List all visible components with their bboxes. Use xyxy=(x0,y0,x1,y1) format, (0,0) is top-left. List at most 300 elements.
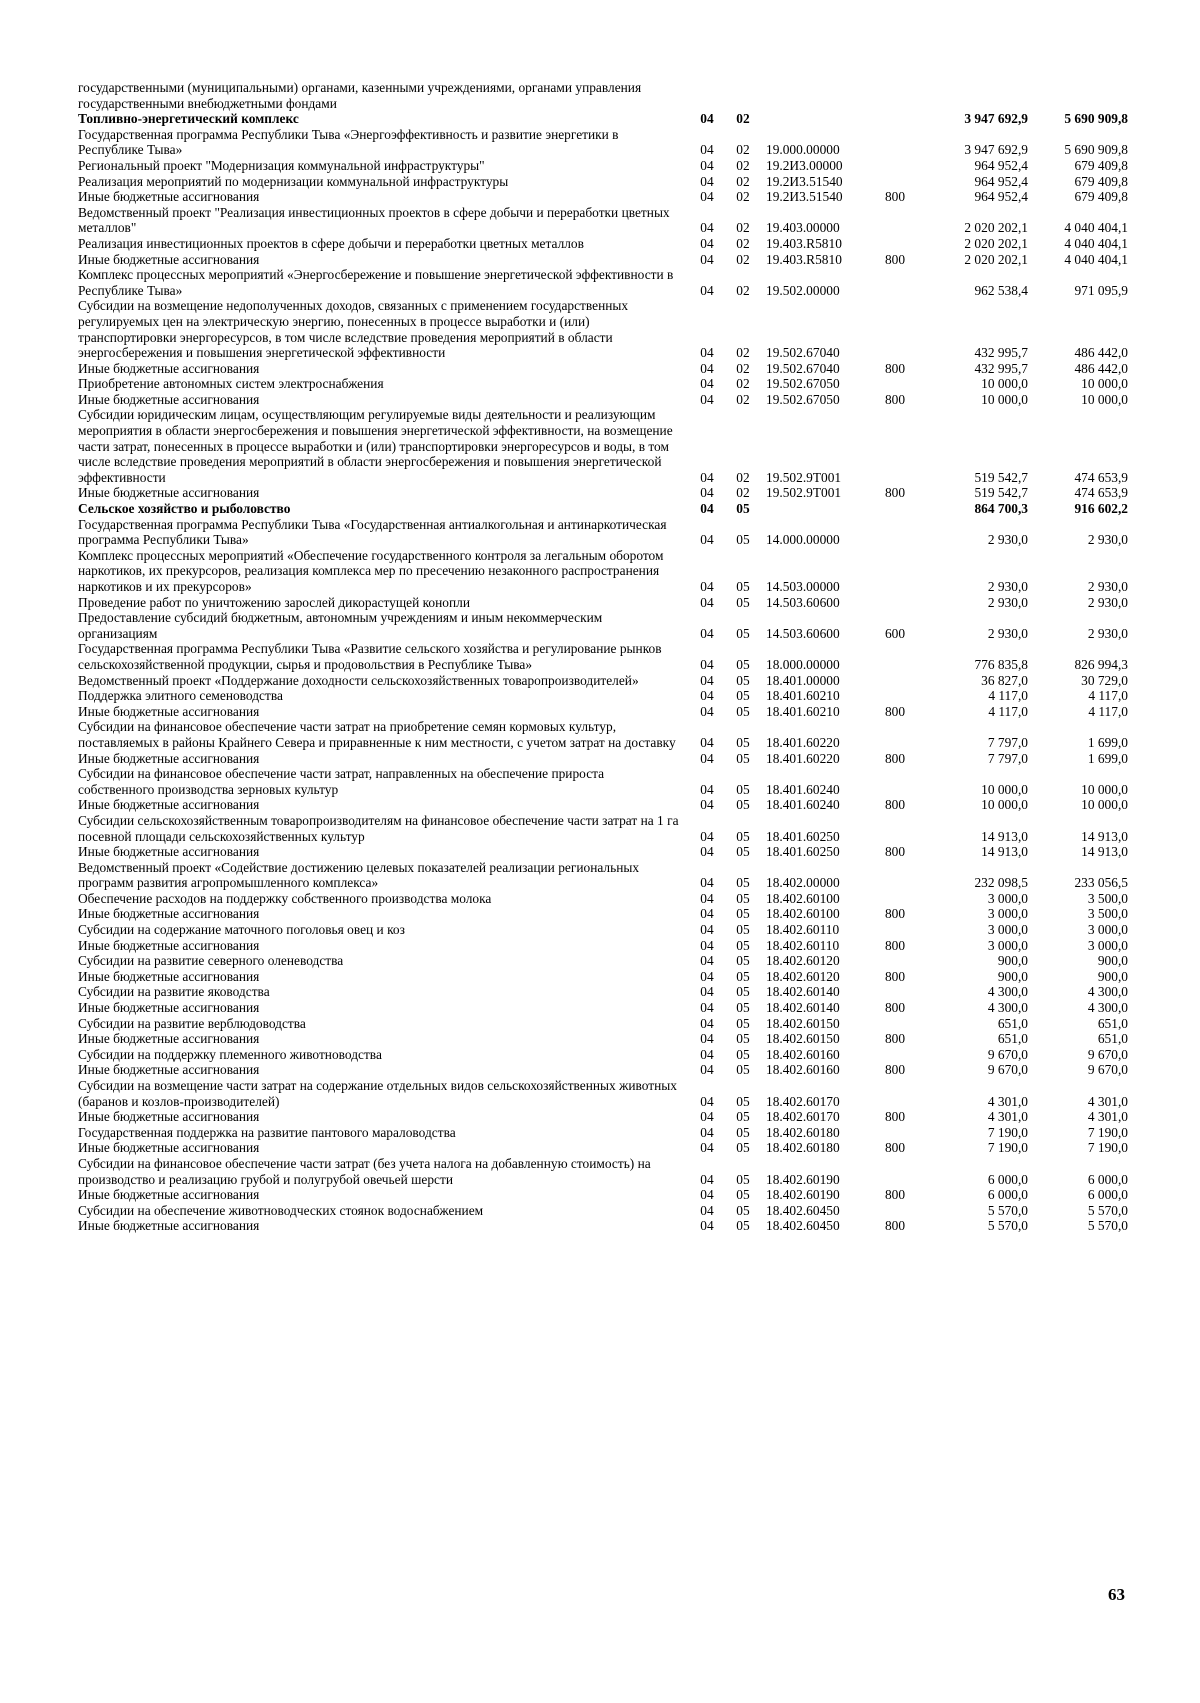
subsection-code: 05 xyxy=(736,703,750,719)
amount-year-1: 10 000,0 xyxy=(981,781,1028,797)
item-name: Субсидии на развитие северного оленеводства xyxy=(78,953,344,969)
amount-year-2: 900,0 xyxy=(1097,953,1128,969)
target-article-code: 19.2И3.00000 xyxy=(766,157,843,173)
table-row xyxy=(78,236,1128,252)
target-article-code: 18.402.60190 xyxy=(766,1187,840,1203)
item-name: Реализация мероприятий по модернизации коммунальной инфраструктуры xyxy=(78,173,509,189)
expense-type-code xyxy=(872,719,918,750)
item-name: Субсидии сельскохозяйственным товаропроизводителям на финансовое обеспечение части затрат на 1 га посевной площади сельскохозяйственных культур xyxy=(78,812,679,844)
amount-year-1: 6 000,0 xyxy=(987,1171,1028,1187)
target-article-code: 19.502.67040 xyxy=(766,345,840,361)
section-code: 04 xyxy=(700,656,714,672)
subsection-code: 05 xyxy=(736,1218,750,1234)
table-row xyxy=(78,797,1128,813)
item-name: Иные бюджетные ассигнования xyxy=(78,1062,260,1078)
target-article-code: 14.503.60600 xyxy=(766,625,840,641)
target-article-code: 18.401.60210 xyxy=(766,703,840,719)
table-row xyxy=(78,1187,1128,1203)
target-article-code: 18.402.60110 xyxy=(766,922,840,938)
target-article-code: 19.2И3.51540 xyxy=(766,189,843,205)
section-code: 04 xyxy=(700,1093,714,1109)
expense-type-code: 800 xyxy=(884,968,906,984)
subsection-code: 05 xyxy=(736,968,750,984)
table-row xyxy=(78,174,1128,190)
item-name: Государственная поддержка на развитие пантового мараловодства xyxy=(78,1124,456,1140)
expense-type-code: 800 xyxy=(884,937,906,953)
amount-year-2: 5 690 909,8 xyxy=(1064,111,1128,127)
target-article-code: 18.401.00000 xyxy=(766,672,840,688)
subsection-code: 05 xyxy=(736,750,750,766)
amount-year-2: 9 670,0 xyxy=(1087,1046,1128,1062)
section-code: 04 xyxy=(700,875,714,891)
amount-year-1: 432 995,7 xyxy=(974,360,1028,376)
amount-year-1: 3 000,0 xyxy=(987,937,1028,953)
table-row xyxy=(78,1016,1128,1032)
table-row xyxy=(78,1203,1128,1219)
expense-type-code xyxy=(872,1016,918,1032)
amount-year-2: 5 570,0 xyxy=(1087,1218,1128,1234)
amount-year-1: 962 538,4 xyxy=(974,282,1028,298)
target-article-code: 18.401.60220 xyxy=(766,734,840,750)
item-name: Иные бюджетные ассигнования xyxy=(78,1218,260,1234)
amount-year-1: 9 670,0 xyxy=(987,1062,1028,1078)
amount-year-2: 2 930,0 xyxy=(1087,532,1128,548)
amount-year-2: 14 913,0 xyxy=(1081,828,1128,844)
amount-year-1: 4 117,0 xyxy=(988,688,1028,704)
section-code: 04 xyxy=(700,235,714,251)
expense-type-code xyxy=(872,595,918,611)
amount-year-1: 900,0 xyxy=(997,953,1028,969)
table-row xyxy=(78,719,1128,750)
amount-year-2: 10 000,0 xyxy=(1081,391,1128,407)
amount-year-2: 679 409,8 xyxy=(1074,157,1128,173)
expense-type-code: 800 xyxy=(884,1218,906,1234)
section-code: 04 xyxy=(700,532,714,548)
budget-table xyxy=(78,80,1128,1234)
subsection-code: 02 xyxy=(736,485,750,501)
item-name: Проведение работ по уничтожению зарослей дикорастущей конопли xyxy=(78,594,470,610)
expense-type-code: 800 xyxy=(884,360,906,376)
subsection-code: 02 xyxy=(736,157,750,173)
amount-year-2: 486 442,0 xyxy=(1074,345,1128,361)
subsection-code: 05 xyxy=(736,625,750,641)
subsection-code: 02 xyxy=(736,220,750,236)
subsection-code: 02 xyxy=(736,189,750,205)
item-name: Субсидии на обеспечение животноводческих стоянок водоснабжением xyxy=(78,1202,484,1218)
amount-year-2: 7 190,0 xyxy=(1087,1140,1128,1156)
amount-year-1: 964 952,4 xyxy=(974,189,1028,205)
expense-type-code: 800 xyxy=(884,1140,906,1156)
subsection-code: 02 xyxy=(736,376,750,392)
expense-type-code xyxy=(872,501,918,517)
target-article-code: 18.402.60150 xyxy=(766,1015,840,1031)
amount-year-2: 4 301,0 xyxy=(1087,1093,1128,1109)
expense-type-code: 800 xyxy=(884,703,906,719)
amount-year-1: 2 020 202,1 xyxy=(964,220,1028,236)
amount-year-1: 651,0 xyxy=(997,1015,1028,1031)
amount-year-1: 4 300,0 xyxy=(987,1000,1028,1016)
target-article-code: 18.402.60140 xyxy=(766,1000,840,1016)
section-code: 04 xyxy=(700,360,714,376)
subsection-code xyxy=(726,80,760,111)
section-code: 04 xyxy=(700,282,714,298)
amount-year-2: 3 500,0 xyxy=(1087,906,1128,922)
section-code: 04 xyxy=(700,937,714,953)
section-code: 04 xyxy=(700,251,714,267)
expense-type-code xyxy=(872,267,918,298)
section-code: 04 xyxy=(700,1109,714,1125)
item-name: Иные бюджетные ассигнования xyxy=(78,251,260,267)
subsection-code: 05 xyxy=(736,1031,750,1047)
section-code: 04 xyxy=(700,345,714,361)
expense-type-code: 800 xyxy=(884,844,906,860)
item-name: Сельское хозяйство и рыболовство xyxy=(78,501,291,517)
target-article-code: 18.401.60240 xyxy=(766,781,840,797)
amount-year-2: 2 930,0 xyxy=(1087,579,1128,594)
subsection-code: 05 xyxy=(736,875,750,891)
amount-year-1: 10 000,0 xyxy=(981,797,1028,813)
table-row xyxy=(78,641,1128,672)
section-code: 04 xyxy=(700,1031,714,1047)
amount-year-2: 5 690 909,8 xyxy=(1064,142,1128,158)
item-name: государственными (муниципальными) органами, казенными учреждениями, органами управления государственными внебюджетными фондами xyxy=(78,80,642,111)
item-name: Ведомственный проект «Поддержание доходности сельскохозяйственных товаропроизводителей» xyxy=(78,672,639,688)
table-row xyxy=(78,1047,1128,1063)
item-name: Иные бюджетные ассигнования xyxy=(78,1109,260,1125)
expense-type-code xyxy=(872,236,918,252)
amount-year-1: 776 835,8 xyxy=(974,656,1028,672)
section-code: 04 xyxy=(700,157,714,173)
subsection-code: 05 xyxy=(736,594,750,610)
expense-type-code xyxy=(872,1156,918,1187)
amount-year-2: 971 095,9 xyxy=(1074,282,1128,298)
table-row xyxy=(78,938,1128,954)
subsection-code: 02 xyxy=(736,345,750,361)
amount-year-1: 3 947 692,9 xyxy=(964,111,1028,127)
amount-year-1: 7 190,0 xyxy=(987,1140,1028,1156)
target-article-code: 18.402.60170 xyxy=(766,1093,840,1109)
subsection-code: 05 xyxy=(736,672,750,688)
subsection-code: 05 xyxy=(736,1202,750,1218)
table-row xyxy=(78,158,1128,174)
table-row xyxy=(78,361,1128,377)
section-code: 04 xyxy=(700,173,714,189)
amount-year-2: 4 040 404,1 xyxy=(1064,220,1128,236)
section-code: 04 xyxy=(700,1140,714,1156)
amount-year-1: 2 930,0 xyxy=(987,594,1028,610)
subsection-code: 02 xyxy=(736,469,750,485)
target-article-code: 19.502.9Т001 xyxy=(766,469,842,485)
section-code: 04 xyxy=(700,968,714,984)
amount-year-1: 2 930,0 xyxy=(987,579,1028,594)
expense-type-code xyxy=(872,1047,918,1063)
target-article-code: 18.402.60190 xyxy=(766,1171,840,1187)
item-name: Ведомственный проект "Реализация инвестиционных проектов в сфере добычи и переработки цветных металлов" xyxy=(78,204,670,236)
subsection-code: 05 xyxy=(736,953,750,969)
target-article-code: 19.502.9Т001 xyxy=(766,485,842,501)
item-name: Государственная программа Республики Тыва «Энергоэффективность и развитие энергетики в Республике Тыва» xyxy=(78,126,619,158)
table-row xyxy=(78,813,1128,844)
target-article-code: 19.403.R5810 xyxy=(766,251,842,267)
section-code: 04 xyxy=(700,1187,714,1203)
amount-year-2: 10 000,0 xyxy=(1081,376,1128,392)
table-body xyxy=(78,80,1128,1234)
subsection-code: 05 xyxy=(736,1015,750,1031)
subsection-code: 02 xyxy=(736,391,750,407)
item-name: Иные бюджетные ассигнования xyxy=(78,906,260,922)
subsection-code: 05 xyxy=(736,797,750,813)
expense-type-code xyxy=(872,205,918,236)
item-name: Комплекс процессных мероприятий «Энергосбережение и повышение энергетической эффективности в Республике Тыва» xyxy=(78,267,674,298)
target-article-code: 18.402.60160 xyxy=(766,1062,840,1078)
table-row xyxy=(78,1125,1128,1141)
amount-year-1: 5 570,0 xyxy=(987,1202,1028,1218)
item-name: Государственная программа Республики Тыва «Развитие сельского хозяйства и регулирование рынков сельскохозяйственной продукции, сырья и продовольствия в Республике Тыва» xyxy=(78,641,662,672)
amount-year-1: 10 000,0 xyxy=(981,391,1028,407)
table-row xyxy=(78,548,1128,595)
table-row xyxy=(78,1000,1128,1016)
section-code: 04 xyxy=(700,797,714,813)
section-code: 04 xyxy=(700,672,714,688)
amount-year-2: 3 500,0 xyxy=(1087,890,1128,906)
subsection-code: 05 xyxy=(736,1109,750,1125)
expense-type-code xyxy=(872,1203,918,1219)
amount-year-1: 964 952,4 xyxy=(974,173,1028,189)
subsection-code: 05 xyxy=(736,922,750,938)
subsection-code: 05 xyxy=(736,781,750,797)
amount-year-1: 900,0 xyxy=(997,968,1028,984)
expense-type-code: 800 xyxy=(884,906,906,922)
item-name: Региональный проект "Модернизация коммунальной инфраструктуры" xyxy=(78,157,485,173)
item-name: Государственная программа Республики Тыва «Государственная антиалкогольная и антинаркотическая программа Республики Тыва» xyxy=(78,516,667,548)
table-row xyxy=(78,267,1128,298)
section-code: 04 xyxy=(700,391,714,407)
amount-year-2: 5 570,0 xyxy=(1087,1202,1128,1218)
expense-type-code xyxy=(872,688,918,704)
amount-year-2: 10 000,0 xyxy=(1081,781,1128,797)
target-article-code xyxy=(760,111,872,127)
amount-year-1: 232 098,5 xyxy=(974,875,1028,891)
amount-year-1: 7 797,0 xyxy=(987,734,1028,750)
expense-type-code xyxy=(872,641,918,672)
target-article-code: 18.401.60250 xyxy=(766,844,840,860)
item-name: Субсидии на содержание маточного поголовья овец и коз xyxy=(78,922,405,938)
amount-year-1: 9 670,0 xyxy=(987,1046,1028,1062)
amount-year-1: 3 000,0 xyxy=(987,906,1028,922)
amount-year-2: 474 653,9 xyxy=(1074,469,1128,485)
target-article-code: 19.403.R5810 xyxy=(766,235,842,251)
table-row xyxy=(78,891,1128,907)
amount-year-1: 10 000,0 xyxy=(981,376,1028,392)
amount-year-1: 2 020 202,1 xyxy=(964,235,1028,251)
table-row xyxy=(78,704,1128,720)
subsection-code: 05 xyxy=(736,579,750,594)
section-code: 04 xyxy=(700,953,714,969)
target-article-code: 18.402.60180 xyxy=(766,1124,840,1140)
amount-year-1: 14 913,0 xyxy=(981,828,1028,844)
target-article-code: 18.402.60150 xyxy=(766,1031,840,1047)
expense-type-code: 600 xyxy=(884,625,906,641)
item-name: Предоставление субсидий бюджетным, автономным учреждениям и иным некоммерческим организациям xyxy=(78,610,603,641)
expense-type-code xyxy=(872,860,918,891)
item-name: Иные бюджетные ассигнования xyxy=(78,485,260,501)
table-row xyxy=(78,906,1128,922)
subsection-code: 05 xyxy=(736,1187,750,1203)
item-name: Обеспечение расходов на поддержку собственного производства молока xyxy=(78,890,492,906)
target-article-code: 19.000.00000 xyxy=(766,142,840,158)
item-name: Иные бюджетные ассигнования xyxy=(78,360,260,376)
table-row xyxy=(78,688,1128,704)
target-article-code: 18.402.60160 xyxy=(766,1046,840,1062)
target-article-code xyxy=(760,80,872,111)
subsection-code: 05 xyxy=(736,734,750,750)
amount-year-2: 679 409,8 xyxy=(1074,189,1128,205)
table-row xyxy=(78,1140,1128,1156)
section-code: 04 xyxy=(700,376,714,392)
table-row xyxy=(78,252,1128,268)
expense-type-code: 800 xyxy=(884,391,906,407)
section-code: 04 xyxy=(700,984,714,1000)
target-article-code: 18.401.60250 xyxy=(766,828,840,844)
expense-type-code: 800 xyxy=(884,1031,906,1047)
amount-year-2: 826 994,3 xyxy=(1074,656,1128,672)
table-row xyxy=(78,751,1128,767)
amount-year-2: 4 300,0 xyxy=(1087,1000,1128,1016)
expense-type-code xyxy=(872,953,918,969)
table-row xyxy=(78,376,1128,392)
target-article-code: 19.502.00000 xyxy=(766,282,840,298)
table-row xyxy=(78,392,1128,408)
section-code: 04 xyxy=(700,1218,714,1234)
amount-year-2: 233 056,5 xyxy=(1074,875,1128,891)
table-row xyxy=(78,860,1128,891)
expense-type-code xyxy=(872,548,918,595)
item-name: Иные бюджетные ассигнования xyxy=(78,750,260,766)
amount-year-1: 2 930,0 xyxy=(987,532,1028,548)
item-name: Комплекс процессных мероприятий «Обеспечение государственного контроля за легальным оборотом наркотиков, их прекурсоров, реализация комплекса мер по пресечению незаконного распространения наркотиков и их прекурсоров» xyxy=(78,547,664,594)
target-article-code xyxy=(760,501,872,517)
section-code: 04 xyxy=(700,1046,714,1062)
amount-year-2: 3 000,0 xyxy=(1087,937,1128,953)
subsection-code: 05 xyxy=(736,1124,750,1140)
expense-type-code xyxy=(872,813,918,844)
section-code: 04 xyxy=(700,189,714,205)
target-article-code: 18.401.60210 xyxy=(766,688,840,704)
table-row xyxy=(78,766,1128,797)
amount-year-2: 2 930,0 xyxy=(1087,594,1128,610)
table-row xyxy=(78,610,1128,641)
target-article-code: 14.503.00000 xyxy=(766,579,840,594)
expense-type-code xyxy=(872,766,918,797)
table-row xyxy=(78,844,1128,860)
subsection-code: 05 xyxy=(736,1046,750,1062)
amount-year-2: 10 000,0 xyxy=(1081,797,1128,813)
amount-year-2 xyxy=(1028,80,1128,111)
table-row xyxy=(78,189,1128,205)
amount-year-2: 651,0 xyxy=(1097,1031,1128,1047)
section-code: 04 xyxy=(700,142,714,158)
expense-type-code xyxy=(872,376,918,392)
subsection-code: 05 xyxy=(736,984,750,1000)
amount-year-1: 519 542,7 xyxy=(974,469,1028,485)
amount-year-1: 3 000,0 xyxy=(987,890,1028,906)
item-name: Субсидии на финансовое обеспечение части затрат на приобретение семян кормовых культур, поставляемых в районы Крайнего Севера и приравненные к ним местности, с учетом затрат на доставку xyxy=(78,719,676,750)
amount-year-1: 2 020 202,1 xyxy=(964,251,1028,267)
amount-year-2: 486 442,0 xyxy=(1074,360,1128,376)
item-name: Иные бюджетные ассигнования xyxy=(78,937,260,953)
amount-year-2: 651,0 xyxy=(1097,1015,1128,1031)
section-code: 04 xyxy=(700,890,714,906)
section-code: 04 xyxy=(700,485,714,501)
section-code: 04 xyxy=(700,734,714,750)
item-name: Субсидии на финансовое обеспечение части затрат, направленных на обеспечение прироста собственного производства зерновых культур xyxy=(78,766,605,797)
amount-year-2: 916 602,2 xyxy=(1074,501,1128,517)
table-row xyxy=(78,1218,1128,1234)
item-name: Приобретение автономных систем электроснабжения xyxy=(78,376,384,392)
expense-type-code xyxy=(872,111,918,127)
item-name: Поддержка элитного семеноводства xyxy=(78,688,283,704)
item-name: Иные бюджетные ассигнования xyxy=(78,1031,260,1047)
section-code: 04 xyxy=(700,844,714,860)
amount-year-1: 7 190,0 xyxy=(987,1124,1028,1140)
expense-type-code xyxy=(872,174,918,190)
amount-year-2: 30 729,0 xyxy=(1081,672,1128,688)
target-article-code: 18.401.60220 xyxy=(766,750,840,766)
amount-year-1: 3 000,0 xyxy=(987,922,1028,938)
table-row xyxy=(78,1031,1128,1047)
section-code: 04 xyxy=(700,906,714,922)
item-name: Субсидии на финансовое обеспечение части затрат (без учета налога на добавленную стоимость) на производство и реализацию грубой и полугрубой овечьей шерсти xyxy=(78,1155,651,1187)
expense-type-code: 800 xyxy=(884,1000,906,1016)
item-name: Иные бюджетные ассигнования xyxy=(78,189,260,205)
amount-year-2: 4 301,0 xyxy=(1087,1109,1128,1125)
subsection-code: 05 xyxy=(736,890,750,906)
amount-year-2: 900,0 xyxy=(1097,968,1128,984)
amount-year-1: 4 300,0 xyxy=(987,984,1028,1000)
section-code: 04 xyxy=(700,750,714,766)
amount-year-2: 6 000,0 xyxy=(1087,1187,1128,1203)
item-name: Реализация инвестиционных проектов в сфере добычи и переработки цветных металлов xyxy=(78,235,584,251)
amount-year-2: 4 117,0 xyxy=(1088,703,1128,719)
expense-type-code xyxy=(872,127,918,158)
item-name: Субсидии на развитие верблюдоводства xyxy=(78,1015,306,1031)
target-article-code: 18.401.60240 xyxy=(766,797,840,813)
expense-type-code: 800 xyxy=(884,797,906,813)
target-article-code: 18.402.60120 xyxy=(766,953,840,969)
target-article-code: 18.402.60120 xyxy=(766,968,840,984)
section-code: 04 xyxy=(700,1000,714,1016)
subsection-code: 05 xyxy=(736,532,750,548)
item-name: Иные бюджетные ассигнования xyxy=(78,797,260,813)
section-code: 04 xyxy=(700,1124,714,1140)
amount-year-2: 474 653,9 xyxy=(1074,485,1128,501)
amount-year-2: 1 699,0 xyxy=(1087,734,1128,750)
table-row xyxy=(78,407,1128,485)
amount-year-1: 651,0 xyxy=(997,1031,1028,1047)
amount-year-2: 4 117,0 xyxy=(1088,688,1128,704)
section-code: 04 xyxy=(700,594,714,610)
amount-year-1 xyxy=(918,80,1028,111)
item-name: Иные бюджетные ассигнования xyxy=(78,391,260,407)
expense-type-code xyxy=(872,1125,918,1141)
target-article-code: 18.402.60100 xyxy=(766,906,840,922)
amount-year-1: 5 570,0 xyxy=(987,1218,1028,1234)
table-row xyxy=(78,298,1128,360)
table-row xyxy=(78,517,1128,548)
table-row xyxy=(78,969,1128,985)
subsection-code: 05 xyxy=(736,1140,750,1156)
subsection-code: 05 xyxy=(736,656,750,672)
